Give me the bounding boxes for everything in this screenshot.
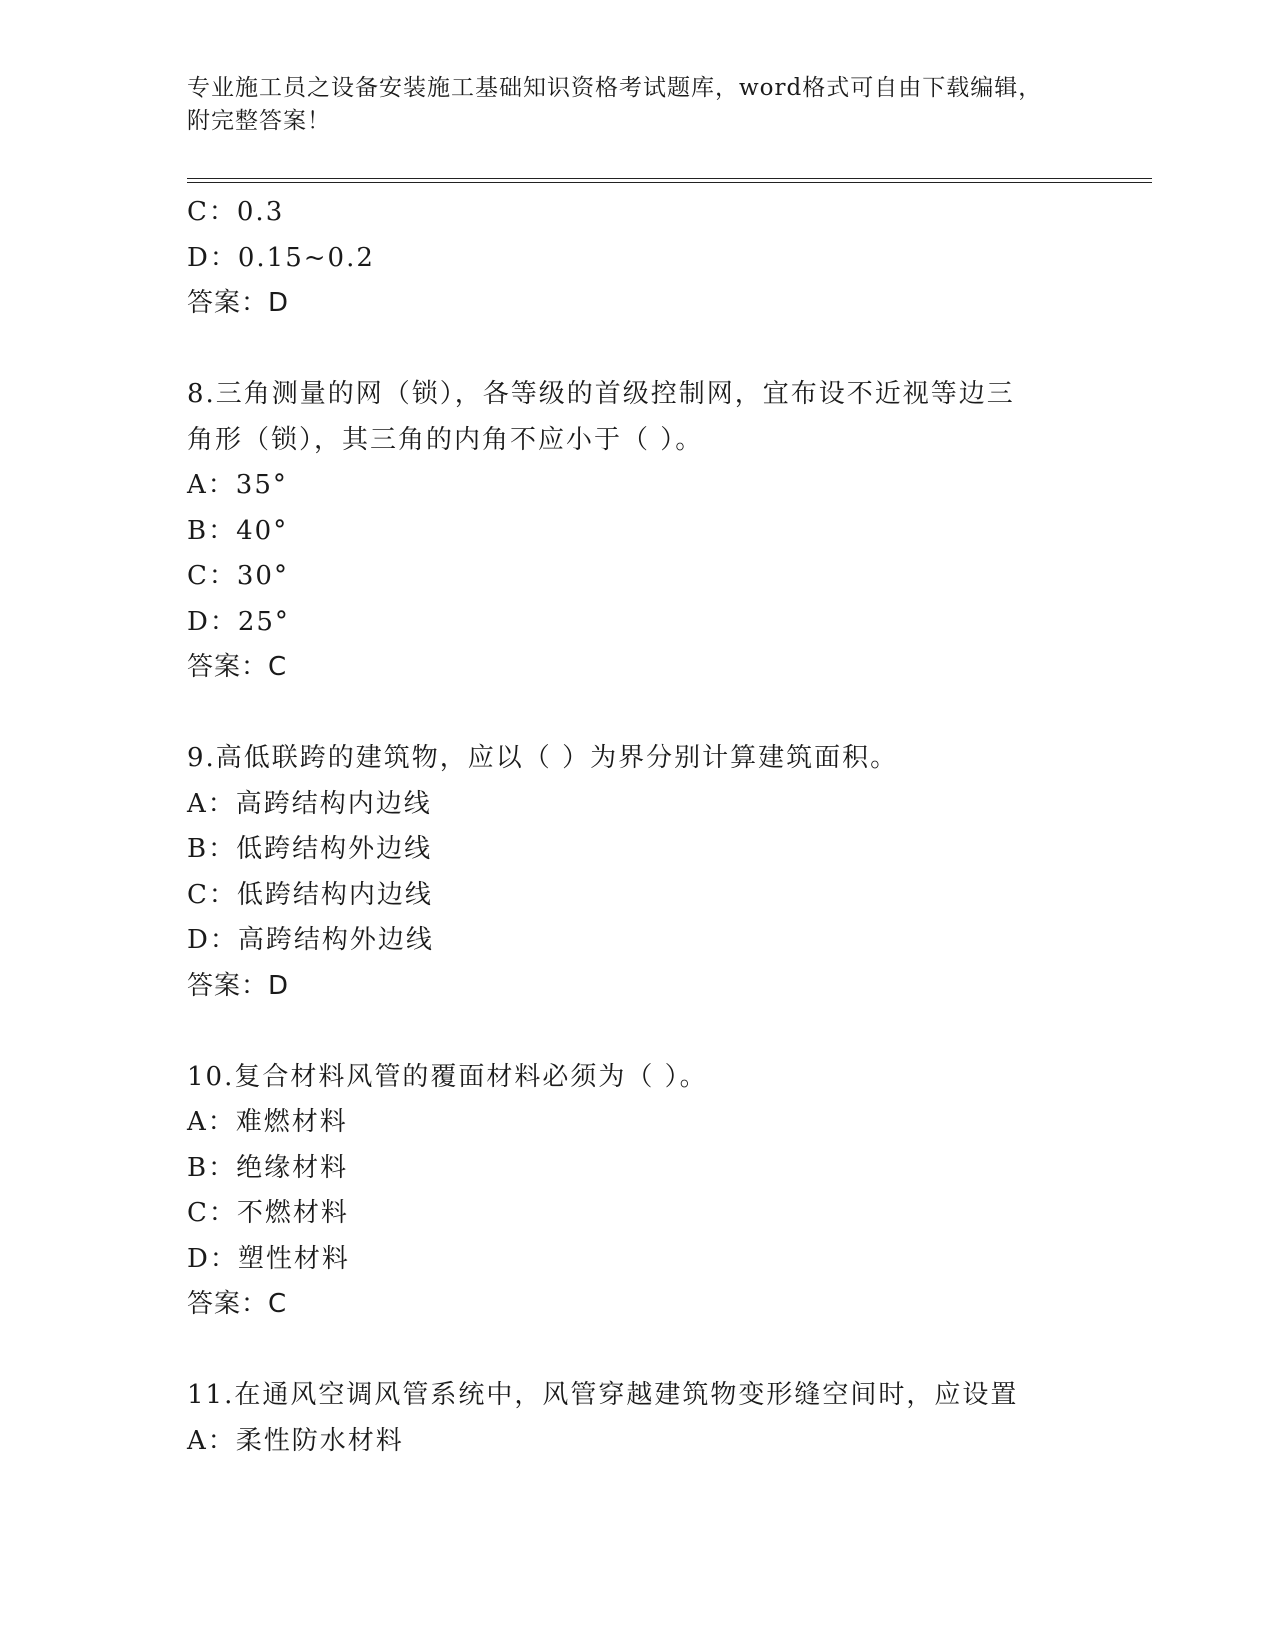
q7-answer: 答案：D <box>187 288 290 318</box>
question-9 <box>187 736 1107 1009</box>
q9-option-d: D：高跨结构外边线 <box>187 925 434 955</box>
q11-question: 11.在通风空调风管系统中，风管穿越建筑物变形缝空间时，应设置 <box>187 1380 1019 1410</box>
header-line-1: 专业施工员之设备安装施工基础知识资格考试题库，word格式可自由下载编辑， <box>187 75 1043 101</box>
question-11 <box>187 1373 1107 1464</box>
spacer <box>187 1328 1107 1374</box>
q11-option-a: A：柔性防水材料 <box>187 1425 404 1456</box>
q9-option-c: C：低跨结构内边线 <box>187 879 433 910</box>
q10-option-c: C：不燃材料 <box>187 1198 349 1228</box>
document-header <box>187 72 1087 138</box>
header-line-2: 附完整答案！ <box>187 108 331 134</box>
question-8 <box>187 372 1107 691</box>
q8-option-b: B：40° <box>187 515 289 546</box>
q10-option-d: D：塑性材料 <box>187 1243 350 1274</box>
question-10 <box>187 1055 1107 1328</box>
spacer <box>187 1009 1107 1055</box>
q10-question: 10.复合材料风管的覆面材料必须为（ ）。 <box>187 1061 708 1092</box>
header-divider-top <box>187 178 1152 179</box>
q10-answer: 答案：C <box>187 1289 288 1319</box>
q7-option-d: D：0.15~0.2 <box>187 242 375 273</box>
q10-option-b: B：绝缘材料 <box>187 1152 349 1183</box>
question-list <box>187 190 1107 1464</box>
q10-option-a: A：难燃材料 <box>187 1107 348 1137</box>
q8-option-d: D：25° <box>187 606 290 637</box>
question-7-tail <box>187 190 1107 327</box>
header-divider-bottom <box>187 182 1152 183</box>
q8-question-line-1: 8.三角测量的网（锁），各等级的首级控制网，宜布设不近视等边三 <box>187 379 1015 409</box>
q9-option-b: B：低跨结构外边线 <box>187 834 433 864</box>
q9-question: 9.高低联跨的建筑物，应以（ ）为界分别计算建筑面积。 <box>187 743 899 773</box>
q9-answer: 答案：D <box>187 970 290 1001</box>
q9-option-a: A：高跨结构内边线 <box>187 788 432 819</box>
q7-option-c: C：0.3 <box>187 197 285 227</box>
q8-option-a: A：35° <box>187 470 288 500</box>
q8-question-line-2: 角形（锁），其三角的内角不应小于（ ）。 <box>187 424 704 455</box>
q8-answer: 答案：C <box>187 652 288 682</box>
spacer <box>187 691 1107 737</box>
spacer <box>187 327 1107 373</box>
q8-option-c: C：30° <box>187 561 289 591</box>
